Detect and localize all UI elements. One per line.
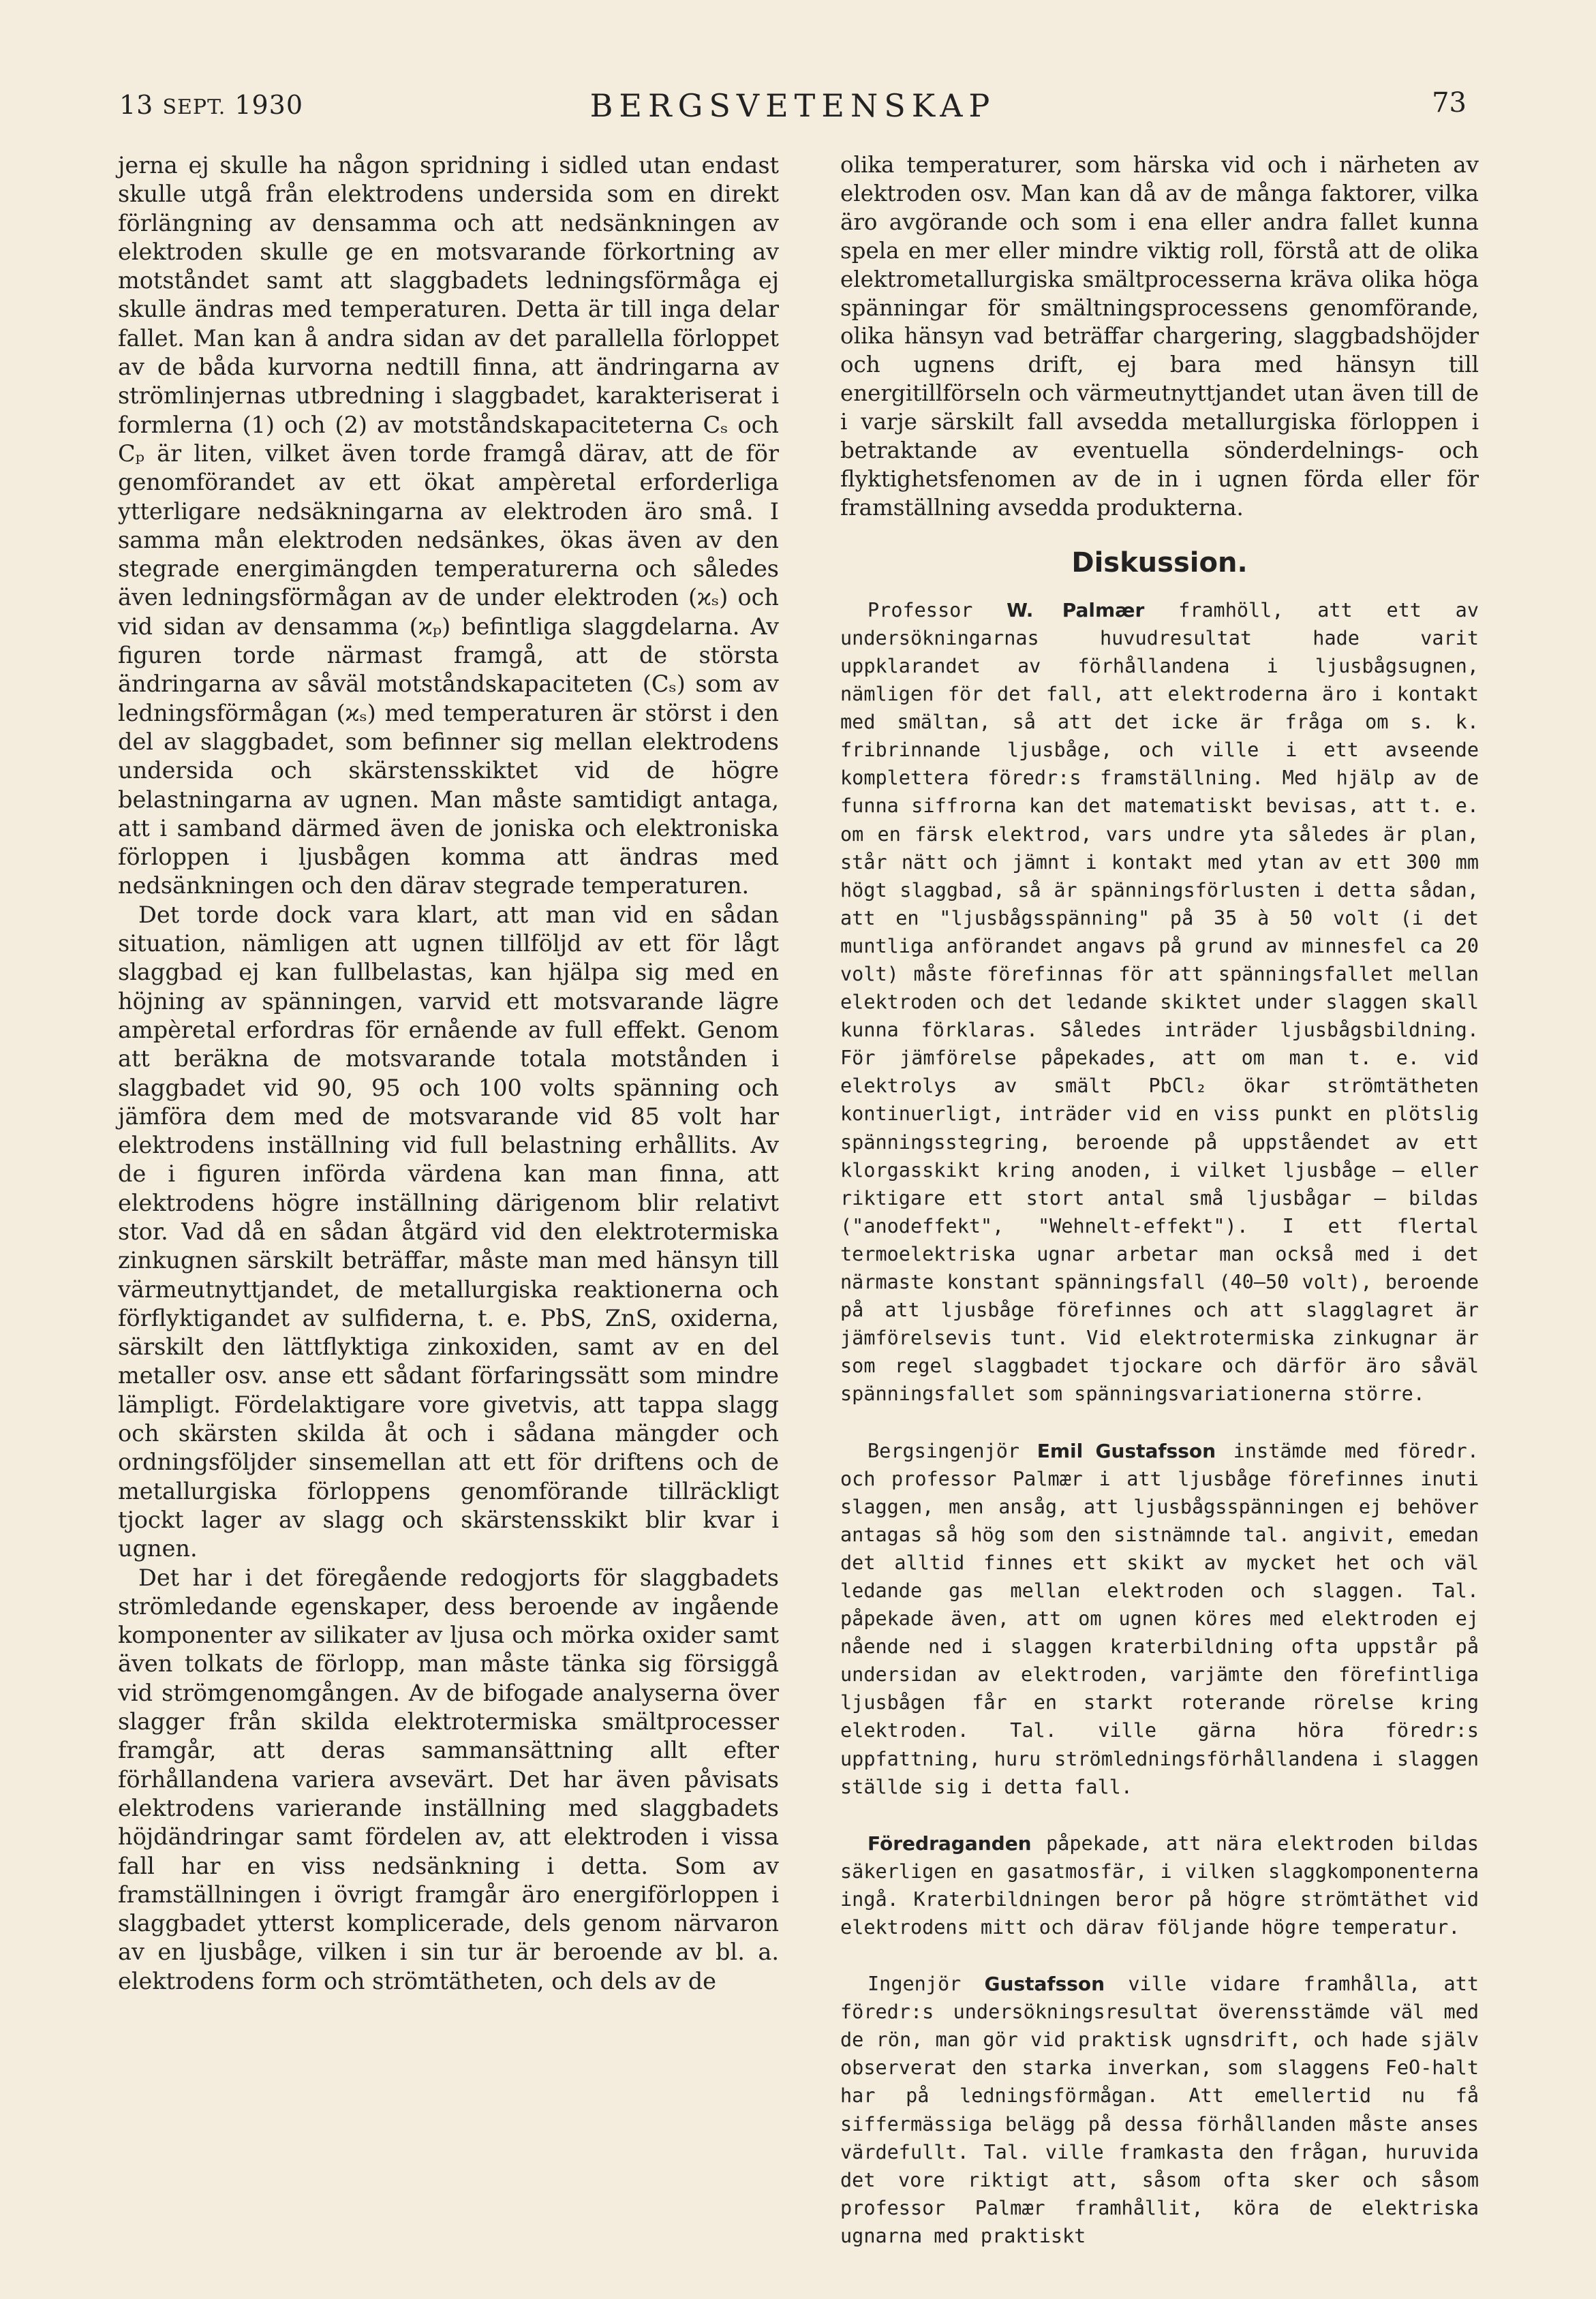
discussion-text: ville vidare framhålla, att föredr:s undersökningsresultat överensstämde väl med de rön, man gör vid praktisk ugnsdrift, och hade själv observerat den starka inverkan, som slaggens FeO-halt har på ledningsförmågan. Att emellertid nu få siffermässiga belägg på dessa förhållanden måste anses värdefullt. Tal. ville framkasta den frågan, huruvida det vore riktigt att, såsom ofta sker och såsom professor Palmær framhållit, köra de elektriska ugnarna med praktiskt	[840, 1973, 1479, 2247]
date-year: 1930	[234, 90, 304, 120]
left-paragraph-2: Det torde dock vara klart, att man vid en sådan situation, nämligen att ugnen tillföljd av ett för lågt slaggbad ej kan fullbelastas, kan hjälpa sig med en höjning av spänningen, varvid ett motsvarande lägre ampèretal erfordras för ernående av full effekt. Genom att beräkna de motsvarande totala motstånden i slaggbadet vid 90, 95 och 100 volts spänning och jämföra dem med de motsvarande vid 85 volt har elektrodens inställning vid full belastning erhållits. Av de i figuren införda värdena kan man finna, att elektrodens högre inställning därigenom blir relativt stor. Vad då en sådan åtgärd vid den elektrotermiska zinkugnen särskilt beträffar, måste man med hänsyn till värmeutnyttjandet, de metallurgiska reaktionerna och förflyktigandet av sulfiderna, t. e. PbS, ZnS, oxiderna, särskilt den lättflyktiga zinkoxiden, samt av en del metaller osv. anse ett sådant förfaringssätt som mindre lämpligt. Fördelaktigare vore givetvis, att tappa slagg och skärsten skilda åt och i sådana mängder och ordningsföljder sinsemellan att ett för driftens och de metallurgiska förloppens genomförande tillräckligt tjockt lager av slagg och skärstensskikt blir kvar i ugnen.	[118, 901, 779, 1562]
speaker-title: Bergsingenjör	[868, 1439, 1037, 1462]
speaker-name: Gustafsson	[984, 1973, 1105, 1996]
left-column	[118, 151, 779, 1996]
speaker-name: Emil Gustafsson	[1037, 1439, 1216, 1462]
date-month: SEPT.	[162, 95, 226, 119]
date-day: 13	[119, 90, 154, 120]
discussion-text: framhöll, att ett av undersökningarnas huvudresultat hade varit uppklarandet av förhållandena i ljusbågsugnen, nämligen för det fall, att elektroderna äro i kontakt med smältan, så att det icke är fråga om s. k. fribrinnande ljusbåge, och ville i ett avseende komplettera föredr:s framställning. Med hjälp av de funna siffrorna kan det matematiskt bevisas, att t. e. om en färsk elektrod, vars undre yta således är plan, står nätt och jämnt i kontakt med ytan av ett 300 mm högt slaggbad, så är spänningsförlusten i detta sådan, att en "ljusbågsspänning" på 35 à 50 volt (i det muntliga anförandet angavs på grund av minnesfel ca 20 volt) måste förefinnas för att spänningsfallet mellan elektroden och det ledande skiktet under slaggen skall kunna förklaras. Således inträder ljusbågsbildning. För jämförelse påpekades, att om man t. e. vid elektrolys av smält PbCl₂ ökar strömtätheten kontinuerligt, inträder vid en viss punkt en plötslig spänningsstegring, beroende på uppståendet av ett klorgasskikt kring anoden, i vilket ljusbåge — eller riktigare ett stort antal små ljusbågar — bildas ("anodeffekt", "Wehnelt-effekt"). I ett flertal termoelektriska ugnar arbetar man också med i det närmaste konstant spänningsfall (40—50 volt), beroende på att ljusbåge förefinnes och att slagglagret är jämförelsevis tunt. Vid elektrotermiska zinkugnar är som regel slaggbadet tjockare och därför äro såväl spänningsfallet som spänningsvariationerna större.	[840, 598, 1479, 1406]
page-header	[119, 87, 1467, 131]
section-heading: Diskussion.	[1071, 546, 1248, 578]
speaker-title: Professor	[868, 598, 1007, 621]
journal-title: BERGSVETENSKAP	[589, 87, 996, 124]
discussion-foredraganden	[840, 1830, 1479, 1941]
page-number: 73	[1432, 87, 1467, 119]
speaker-name: Föredraganden	[868, 1832, 1032, 1855]
discussion-emil-gustafsson	[840, 1437, 1479, 1801]
left-paragraph-3: Det har i det föregående redogjorts för slaggbadets strömledande egenskaper, dess beroende av ingående komponenter av silikater av ljusa och mörka oxider samt även tolkats de förlopp, man måste tänka sig försiggå vid strömgenomgången. Av de bifogade analyserna över slagger från skilda elektrotermiska smältprocesser framgår, att deras sammansättning allt efter förhållandena variera avsevärt. Det har även påvisats elektrodens varierande inställning med slaggbadets höjdändringar samt fördelen av, att elektroden i vissa fall har en viss nedsänkning i detta. Som av framställningen i övrigt framgår äro energiförloppen i slaggbadet ytterst komplicerade, dels genom närvaron av en ljusbåge, vilken i sin tur är beroende av bl. a. elektrodens form och strömtätheten, och dels av de	[118, 1564, 779, 1994]
speaker-name: W. Palmær	[1007, 598, 1145, 621]
right-intro-paragraph: olika temperaturer, som härska vid och i närheten av elektroden osv. Man kan då av de många faktorer, vilka äro avgörande och som i ena eller andra fallet kunna spela en mer eller mindre viktig roll, förstå att de olika elektrometallurgiska smältprocesserna kräva olika höga spänningar för smältningsprocessens genomförande, olika hänsyn vad beträffar chargering, slaggbadshöjder och ugnens drift, ej bara med hänsyn till energitillförseln och värmeutnyttjandet utan även till de i varje särskilt fall avsedda metallurgiska förloppen i betraktande av eventuella sönderdelnings- och flyktighetsfenomen av de in i ugnen förda eller för framställning avsedda produkterna.	[840, 152, 1479, 521]
left-paragraph-1: jerna ej skulle ha någon spridning i sidled utan endast skulle utgå från elektrodens undersida som en direkt förlängning av densamma och att nedsänkningen av elektroden skulle ge en motsvarande förkortning av motståndet samt att slaggbadets ledningsförmåga ej skulle ändras med temperaturen. Detta är till inga delar fallet. Man kan å andra sidan av det parallella förloppet av de båda kurvorna nedtill finna, att ändringarna av strömlinjernas utbredning i slaggbadet, karakteriserat i formlerna (1) och (2) av motståndskapaciteterna Cₛ och Cₚ är liten, vilket även torde framgå därav, att de för genomförandet av ett ökat ampèretal erforderliga ytterligare nedsäkningarna av elektroden äro små. I samma mån elektroden nedsänkes, ökas även av den stegrade energimängden temperaturerna och således även ledningsförmågan av de under elektroden (ϰₛ) och vid sidan av densamma (ϰₚ) befintliga slaggdelarna. Av figuren torde närmast framgå, att de största ändringarna av såväl motståndskapaciteten (Cₛ) som av ledningsförmågan (ϰₛ) med temperaturen är störst i den del av slaggbadet, som befinner sig mellan elektrodens undersida och skärstensskiktet vid de högre belastningarna av ugnen. Man måste samtidigt antaga, att i samband därmed även de joniska och elektroniska förloppen i ljusbågen komma att ändras med nedsänkningen och den därav stegrade temperaturen.	[118, 152, 779, 899]
discussion-text: påpekade, att nära elektroden bildas säkerligen en gasatmosfär, i vilken slaggkomponenterna ingå. Kraterbildningen beror på högre strömtäthet vid elektrodens mitt och därav följande högre temperatur.	[840, 1832, 1479, 1939]
discussion-palmaer	[840, 596, 1479, 1408]
discussion-gustafsson	[840, 1970, 1479, 2250]
discussion-text: instämde med föredr. och professor Palmær i att ljusbåge förefinnes inuti slaggen, men ansåg, att ljusbågsspänningen ej behöver antagas så hög som den sistnämnde tal. angivit, emedan det alltid finnes ett skikt av mycket het och väl ledande gas mellan elektroden och slaggen. Tal. påpekade även, att om ugnen köres med elektroden ej nående ned i slaggen kraterbildning ofta uppstår på undersidan av elektroden, varjämte den förefintliga ljusbågen får en starkt roterande rörelse kring elektroden. Tal. ville gärna höra föredr:s uppfattning, huru strömledningsförhållandena i slaggen ställde sig i detta fall.	[840, 1439, 1479, 1798]
speaker-title: Ingenjör	[868, 1973, 985, 1996]
right-column	[840, 151, 1479, 2250]
